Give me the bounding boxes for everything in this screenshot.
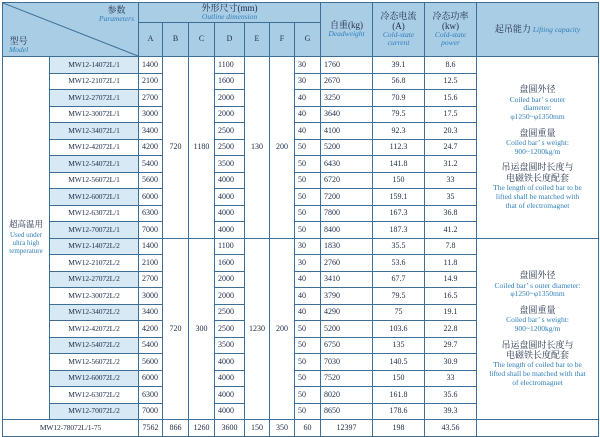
lifting-line: Coiled bar’ s outer diameter: (494, 280, 581, 290)
params-header-label (99, 6, 134, 23)
cold-current-cell: 198 (373, 420, 425, 437)
cold-current-cell: 150 (373, 172, 425, 189)
dim-a-cell: 6000 (139, 370, 163, 387)
dim-a-cell: 7562 (139, 420, 163, 437)
cold-current-cell: 75 (373, 304, 425, 321)
deadweight-cell: 8020 (321, 387, 373, 404)
dim-e-cell: 150 (245, 420, 270, 437)
dim-a-cell: 4200 (139, 139, 163, 156)
dim-col-c: C (189, 23, 215, 57)
dim-a-cell: 2700 (139, 271, 163, 288)
deadweight-cell: 1760 (321, 57, 373, 74)
model-cell: MW12-42072L/1 (50, 139, 139, 156)
dim-g-cell: 40 (295, 288, 321, 305)
dim-a-cell: 7000 (139, 403, 163, 420)
dim-d-cell: 2500 (215, 304, 245, 321)
dim-g-cell: 50 (295, 403, 321, 420)
lifting-line: of electromagnet (512, 377, 563, 387)
deadweight-cell: 1830 (321, 238, 373, 255)
cold-current-cell: 92.3 (373, 123, 425, 140)
cold-current-cell: 167.3 (373, 205, 425, 222)
model-cell: MW12-63072L/1 (50, 205, 139, 222)
deadweight-cell: 3640 (321, 106, 373, 123)
cold-power-cell: 15.6 (425, 90, 477, 107)
cold-current-cell: 159.1 (373, 189, 425, 206)
dim-b-cell: 720 (163, 57, 189, 239)
dim-d-cell: 4000 (215, 387, 245, 404)
dim-c-cell: 1260 (189, 420, 215, 437)
lifting-line: 电磁铁长度配套 (506, 172, 570, 183)
deadweight-cell: 3790 (321, 288, 373, 305)
current-en2: current (387, 37, 410, 47)
cold-current-cell: 53.6 (373, 255, 425, 272)
model-cell: MW12-54072L/2 (50, 337, 139, 354)
dim-g-cell: 50 (295, 370, 321, 387)
cold-current-cell: 141.8 (373, 156, 425, 173)
dim-a-cell: 6300 (139, 387, 163, 404)
lifting-line: φ1250~φ1350mm (510, 112, 565, 122)
lifting-line: The length of coiled bar to be (493, 183, 582, 193)
group-label-cn: 超高温用 (8, 219, 43, 230)
cold-current-header (373, 3, 425, 57)
cold-power-cell: 39.3 (425, 403, 477, 420)
model-cell: MW12-56072L/2 (50, 354, 139, 371)
dim-g-cell: 50 (295, 337, 321, 354)
dim-g-cell: 40 (295, 106, 321, 123)
deadweight-cell: 6750 (321, 337, 373, 354)
lifting-line: Coiled bar’ s weight: (506, 138, 569, 148)
deadweight-cell: 4100 (321, 123, 373, 140)
dim-a-cell: 5400 (139, 156, 163, 173)
model-cell: MW12-60072L/2 (50, 370, 139, 387)
cold-current-cell: 135 (373, 337, 425, 354)
cold-current-cell: 79.5 (373, 288, 425, 305)
model-cell: MW12-14072L/1 (50, 57, 139, 74)
model-cell: MW12-42072L/2 (50, 321, 139, 338)
dim-d-cell: 1600 (215, 255, 245, 272)
cold-power-cell: 14.9 (425, 271, 477, 288)
dim-col-e: E (245, 23, 270, 57)
deadweight-cell: 4290 (321, 304, 373, 321)
dim-g-cell: 60 (295, 420, 321, 437)
lifting-line: 吊运盘圆时长度与 (501, 339, 574, 350)
model-params-header (3, 3, 139, 57)
cold-power-cell: 19.1 (425, 304, 477, 321)
deadweight-cell: 7030 (321, 354, 373, 371)
cold-current-cell: 67.7 (373, 271, 425, 288)
cold-power-cell: 31.2 (425, 156, 477, 173)
lifting-line: 900~1200kg/m (514, 323, 561, 333)
dim-g-cell: 50 (295, 205, 321, 222)
dim-d-cell: 2000 (215, 288, 245, 305)
lifting-capacity-header (477, 3, 599, 57)
cold-current-cell: 112.3 (373, 139, 425, 156)
dim-d-cell: 2500 (215, 321, 245, 338)
lifting-line: 盘圆外径 (519, 84, 556, 95)
cold-power-cell: 22.8 (425, 321, 477, 338)
lifting-spacer (479, 299, 596, 305)
cold-power-cell: 7.8 (425, 238, 477, 255)
spec-table (2, 2, 599, 437)
table-row-last (3, 420, 599, 437)
cold-power-cell: 36.8 (425, 205, 477, 222)
cold-current-cell: 56.8 (373, 73, 425, 90)
dim-a-cell: 3000 (139, 106, 163, 123)
dim-a-cell: 3400 (139, 304, 163, 321)
cold-current-cell: 178.6 (373, 403, 425, 420)
lifting-line: 盘圆重量 (519, 304, 556, 315)
cold-power-cell: 11.8 (425, 255, 477, 272)
table-row (3, 238, 599, 255)
model-cell: MW12-30072L/2 (50, 288, 139, 305)
deadweight-cell: 7800 (321, 205, 373, 222)
cold-power-cell: 29.7 (425, 337, 477, 354)
deadweight-cell: 3410 (321, 271, 373, 288)
dim-g-cell: 40 (295, 271, 321, 288)
dim-g-cell: 50 (295, 139, 321, 156)
dim-f-cell: 200 (270, 57, 295, 239)
dim-e-cell: 130 (245, 57, 270, 239)
lifting-line: diameter: (523, 103, 552, 113)
current-cn: 冷态电流 (380, 11, 417, 22)
dim-col-b: B (163, 23, 189, 57)
dim-g-cell: 50 (295, 222, 321, 239)
dim-col-f: F (270, 23, 295, 57)
deadweight-cell: 12397 (321, 420, 373, 437)
lifting-line: 电磁铁长度配套 (506, 350, 570, 360)
dim-d-cell: 2500 (215, 123, 245, 140)
model-cell: MW12-34072L/2 (50, 304, 139, 321)
model-en: Model (9, 45, 29, 55)
cold-current-cell: 161.8 (373, 387, 425, 404)
lifting-spacer (479, 122, 596, 128)
lifting-line: Coiled bar’ s weight: (506, 315, 569, 325)
lifting-cn: 起吊能力 (494, 23, 531, 34)
dim-g-cell: 30 (295, 255, 321, 272)
lifting-capacity-cell (477, 420, 599, 437)
dim-g-cell: 30 (295, 57, 321, 74)
lifting-line: lifted shall be matched with (495, 191, 580, 201)
cold-power-cell: 24.7 (425, 139, 477, 156)
dim-col-g: G (295, 23, 321, 57)
model-cell: MW12-63072L/2 (50, 387, 139, 404)
dim-a-cell: 3400 (139, 123, 163, 140)
outline-dimension-header (139, 3, 321, 23)
model-cell: MW12-21072L/1 (50, 73, 139, 90)
dim-c-cell: 1180 (189, 57, 215, 239)
dim-d-cell: 2000 (215, 106, 245, 123)
params-en: Parameters (99, 14, 134, 24)
dim-f-cell: 200 (270, 238, 295, 420)
dim-g-cell: 40 (295, 304, 321, 321)
cold-current-cell: 140.5 (373, 354, 425, 371)
dim-d-cell: 3500 (215, 337, 245, 354)
dim-d-cell: 4000 (215, 189, 245, 206)
deadweight-cell: 6720 (321, 172, 373, 189)
model-cell: MW12-27072L/2 (50, 271, 139, 288)
dim-d-cell: 4000 (215, 354, 245, 371)
lifting-line: that of electromagnet (505, 200, 570, 210)
cold-power-cell: 17.5 (425, 106, 477, 123)
dim-a-cell: 5400 (139, 337, 163, 354)
model-cell: MW12-70072L/2 (50, 403, 139, 420)
lifting-line: 900~1200kg/m (514, 146, 561, 156)
dim-a-cell: 1400 (139, 57, 163, 74)
model-cell: MW12-56072L/1 (50, 172, 139, 189)
lifting-en: Lifting capacity (532, 24, 581, 34)
dim-d-cell: 4000 (215, 222, 245, 239)
dim-a-cell: 4200 (139, 321, 163, 338)
deadweight-cell: 8650 (321, 403, 373, 420)
dim-g-cell: 50 (295, 321, 321, 338)
dim-g-cell: 40 (295, 90, 321, 107)
dim-g-cell: 30 (295, 73, 321, 90)
dim-a-cell: 7000 (139, 222, 163, 239)
cold-power-cell: 33 (425, 172, 477, 189)
dim-d-cell: 1600 (215, 73, 245, 90)
table-row (3, 57, 599, 74)
cold-power-cell: 35.6 (425, 387, 477, 404)
deadweight-header (321, 3, 373, 57)
group-label-cell (3, 57, 50, 420)
model-cell: MW12-27072L/1 (50, 90, 139, 107)
cold-current-cell: 35.5 (373, 238, 425, 255)
dim-d-cell: 2000 (215, 90, 245, 107)
dim-g-cell: 50 (295, 387, 321, 404)
dim-g-cell: 50 (295, 189, 321, 206)
params-cn: 参数 (107, 5, 126, 15)
lifting-line: 吊运盘圆时长度与 (501, 162, 574, 173)
deadweight-cell: 8400 (321, 222, 373, 239)
lifting-spacer (479, 334, 596, 340)
cold-current-cell: 79.5 (373, 106, 425, 123)
dim-f-cell: 350 (270, 420, 295, 437)
cold-power-cell: 8.6 (425, 57, 477, 74)
deadweight-cell: 5200 (321, 321, 373, 338)
model-cell: MW12-70072L/1 (50, 222, 139, 239)
cold-current-cell: 187.3 (373, 222, 425, 239)
model-cell: MW12-54072L/1 (50, 156, 139, 173)
lifting-line: 盘圆重量 (519, 127, 556, 138)
dim-a-cell: 1400 (139, 238, 163, 255)
cold-power-cell: 16.5 (425, 288, 477, 305)
cold-current-cell: 39.1 (373, 57, 425, 74)
deadweight-cell: 7520 (321, 370, 373, 387)
dim-a-cell: 2700 (139, 90, 163, 107)
current-en1: Cold-state (382, 30, 415, 40)
dim-g-cell: 50 (295, 172, 321, 189)
dim-d-cell: 3500 (215, 156, 245, 173)
group-label-en: Used under ultra high temperature (9, 231, 43, 256)
lifting-capacity-cell (477, 238, 599, 420)
dim-a-cell: 2100 (139, 255, 163, 272)
dim-g-cell: 50 (295, 156, 321, 173)
dim-d-cell: 4000 (215, 172, 245, 189)
deadweight-cell: 7200 (321, 189, 373, 206)
cold-power-cell: 12.5 (425, 73, 477, 90)
dim-d-cell: 3600 (215, 420, 245, 437)
dim-b-cell: 866 (163, 420, 189, 437)
dim-d-cell: 4000 (215, 403, 245, 420)
cold-power-cell: 41.2 (425, 222, 477, 239)
dim-col-d: D (215, 23, 245, 57)
dim-g-cell: 40 (295, 123, 321, 140)
model-cell: MW12-60072L/1 (50, 189, 139, 206)
model-cell: MW12-34072L/1 (50, 123, 139, 140)
dim-e-cell: 1230 (245, 238, 270, 420)
deadweight-cell: 2760 (321, 255, 373, 272)
dim-d-cell: 2000 (215, 271, 245, 288)
weight-cn: 自重(kg) (330, 19, 364, 30)
model-cell: MW12-14072L/2 (50, 238, 139, 255)
dim-g-cell: 50 (295, 354, 321, 371)
dim-en: Outline dimension (201, 12, 258, 22)
deadweight-cell: 3250 (321, 90, 373, 107)
dim-b-cell: 720 (163, 238, 189, 420)
weight-en: Deadweight (328, 29, 365, 39)
dim-col-a: A (139, 23, 163, 57)
lifting-line: The length of coiled bar to be (493, 360, 582, 370)
model-cn: 型号 (9, 35, 28, 46)
cold-power-cell: 20.3 (425, 123, 477, 140)
cold-power-header (425, 3, 477, 57)
power-en1: Cold-state (434, 30, 467, 40)
dim-a-cell: 5600 (139, 172, 163, 189)
dim-d-cell: 1100 (215, 238, 245, 255)
current-unit: (A) (392, 20, 405, 31)
power-en2: power (441, 37, 460, 47)
model-cell: MW12-30072L/1 (50, 106, 139, 123)
model-cell: MW12-78072L/1-75 (3, 420, 139, 437)
lifting-line: 盘圆外径 (519, 270, 556, 281)
dim-cn: 外形尺寸(mm) (201, 2, 258, 13)
dim-d-cell: 4000 (215, 205, 245, 222)
dim-a-cell: 2100 (139, 73, 163, 90)
cold-power-cell: 33 (425, 370, 477, 387)
deadweight-cell: 2670 (321, 73, 373, 90)
lifting-line: φ1250~φ1350mm (510, 289, 565, 299)
model-header-label (9, 37, 28, 54)
model-cell: MW12-21072L/2 (50, 255, 139, 272)
cold-power-cell: 35 (425, 189, 477, 206)
cold-current-cell: 150 (373, 370, 425, 387)
dim-a-cell: 6000 (139, 189, 163, 206)
power-unit: (kw) (442, 20, 460, 31)
dim-d-cell: 2500 (215, 139, 245, 156)
cold-power-cell: 30.9 (425, 354, 477, 371)
deadweight-cell: 5200 (321, 139, 373, 156)
lifting-line: lifted shall be matched with that (489, 369, 586, 379)
cold-current-cell: 103.6 (373, 321, 425, 338)
deadweight-cell: 6430 (321, 156, 373, 173)
lifting-capacity-cell (477, 57, 599, 239)
dim-d-cell: 1100 (215, 57, 245, 74)
cold-power-cell: 43.56 (425, 420, 477, 437)
dim-a-cell: 3000 (139, 288, 163, 305)
power-cn: 冷态功率 (432, 11, 469, 22)
dim-c-cell: 300 (189, 238, 215, 420)
cold-current-cell: 70.9 (373, 90, 425, 107)
dim-g-cell: 30 (295, 238, 321, 255)
dim-d-cell: 4000 (215, 370, 245, 387)
dim-a-cell: 6300 (139, 205, 163, 222)
dim-a-cell: 5600 (139, 354, 163, 371)
lifting-line: Coiled bar’ s outer (509, 94, 566, 104)
